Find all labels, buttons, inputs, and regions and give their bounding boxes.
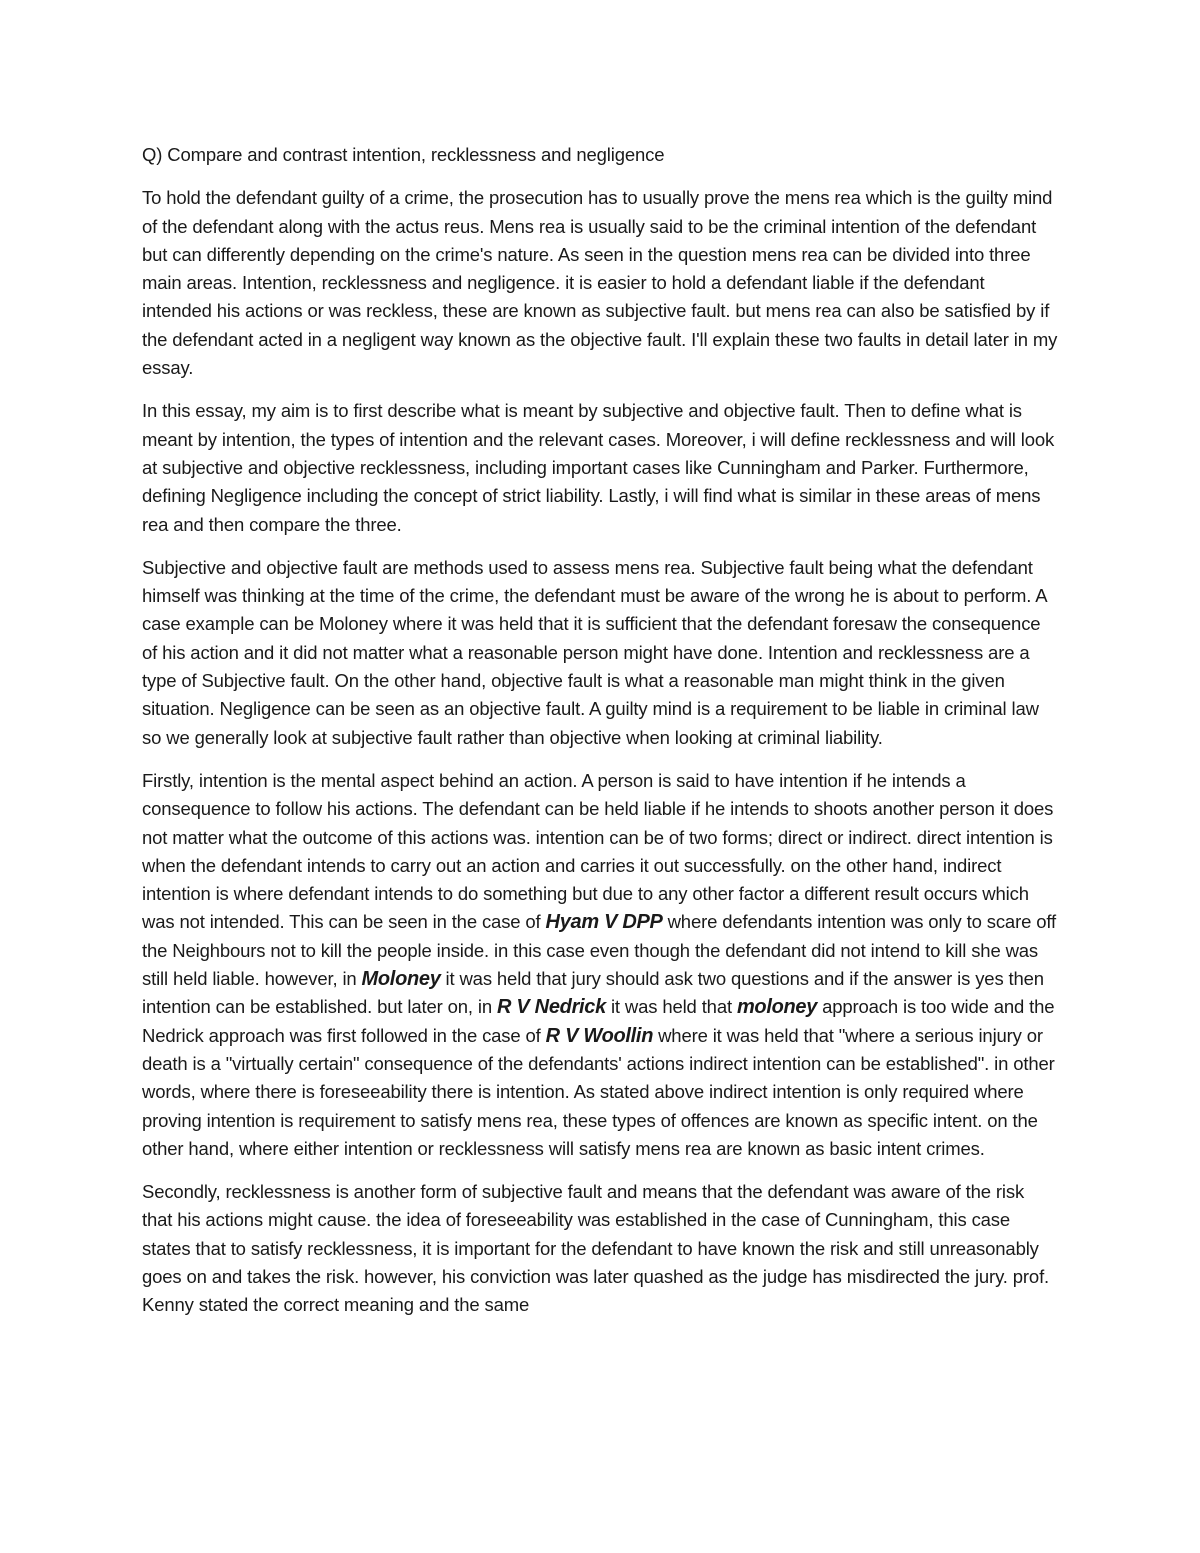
paragraph-text: In this essay, my aim is to first describe what is meant by subjective and objective fault. Then to define what is meant by intention, the types of intention and the relevant cases. Moreover, i will define recklessness and will look at subjective and objective recklessness, including important cases like Cunningham and Parker. Furthermore, defining Negligence including the concept of strict liability. Lastly, i will find what is similar in these areas of mens rea and then compare the three.	[142, 400, 1055, 535]
case-name-moloney: Moloney	[361, 968, 441, 991]
paragraph-text: where it was held that "where a serious injury or death is a "virtually certain" consequence of the defendants' actions indirect intention can be established". in other words, where there is foreseeability there is intention. As stated above indirect intention is only required where proving intention is requirement to satisfy mens rea, these types of offences are known as specific intent. on the other hand, where either intention or recklessness will satisfy mens rea are known as basic intent crimes.	[142, 1024, 1055, 1159]
case-name-hyam: Hyam V DPP	[545, 911, 663, 934]
paragraph-recklessness	[142, 1178, 1058, 1319]
paragraph-text: approach is too wide and the Nedrick approach was first followed in the case of	[142, 996, 1055, 1046]
case-name-nedrick: R V Nedrick	[496, 996, 606, 1019]
paragraph-text: Secondly, recklessness is another form of subjective fault and means that the defendant was aware of the risk that his actions might cause. the idea of foreseeability was established in the case of Cunningham, this case states that to satisfy recklessness, it is important for the defendant to have known the risk and still unreasonably goes on and takes the risk. however, his conviction was later quashed as the judge has misdirected the jury. prof. Kenny stated the correct meaning and the same	[142, 1181, 1050, 1316]
paragraph-introduction	[142, 184, 1058, 382]
paragraph-essay-aim	[142, 397, 1058, 538]
paragraph-text: To hold the defendant guilty of a crime, the prosecution has to usually prove the mens rea which is the guilty mind of the defendant along with the actus reus. Mens rea is usually said to be the criminal intention of the defendant but can differently depending on the crime's nature. As seen in the question mens rea can be divided into three main areas. Intention, recklessness and negligence. it is easier to hold a defendant liable if the defendant intended his actions or was reckless, these are known as subjective fault. but mens rea can also be satisfied by if the defendant acted in a negligent way known as the objective fault. I'll explain these two faults in detail later in my essay.	[142, 187, 1058, 379]
document-body	[142, 141, 1058, 1335]
paragraph-text: Firstly, intention is the mental aspect behind an action. A person is said to have intention if he intends a consequence to follow his actions. The defendant can be held liable if he intends to shoots another person it does not matter what the outcome of this actions was. intention can be of two forms; direct or indirect. direct intention is when the defendant intends to carry out an action and carries it out successfully. on the other hand, indirect intention is where defendant intends to do something but due to any other factor a different result occurs which was not intended. This can be seen in the case of	[142, 769, 1054, 933]
case-name-moloney-lower: moloney	[736, 996, 818, 1019]
paragraph-text: Subjective and objective fault are methods used to assess mens rea. Subjective fault being what the defendant himself was thinking at the time of the crime, the defendant must be aware of the wrong he is about to perform. A case example can be Moloney where it was held that it is sufficient that the defendant foresaw the consequence of his action and it did not matter what a reasonable person might have done. Intention and recklessness are a type of Subjective fault. On the other hand, objective fault is what a reasonable man might think in the given situation. Negligence can be seen as an objective fault. A guilty mind is a requirement to be liable in criminal law so we generally look at subjective fault rather than objective when looking at criminal liability.	[142, 556, 1047, 748]
paragraph-text: where defendants intention was only to scare off the Neighbours not to kill the people inside. in this case even though the defendant did not intend to kill she was still held liable. however, in	[142, 911, 1056, 990]
essay-question: Q) Compare and contrast intention, recklessness and negligence	[142, 144, 665, 165]
paragraph-intention	[142, 767, 1058, 1163]
paragraph-text: it was held that	[605, 996, 737, 1018]
paragraph-subjective-objective-fault	[142, 554, 1058, 752]
paragraph-text: it was held that jury should ask two questions and if the answer is yes then intention can be established. but later on, in	[142, 968, 1044, 1018]
case-name-woollin: R V Woollin	[545, 1024, 654, 1047]
